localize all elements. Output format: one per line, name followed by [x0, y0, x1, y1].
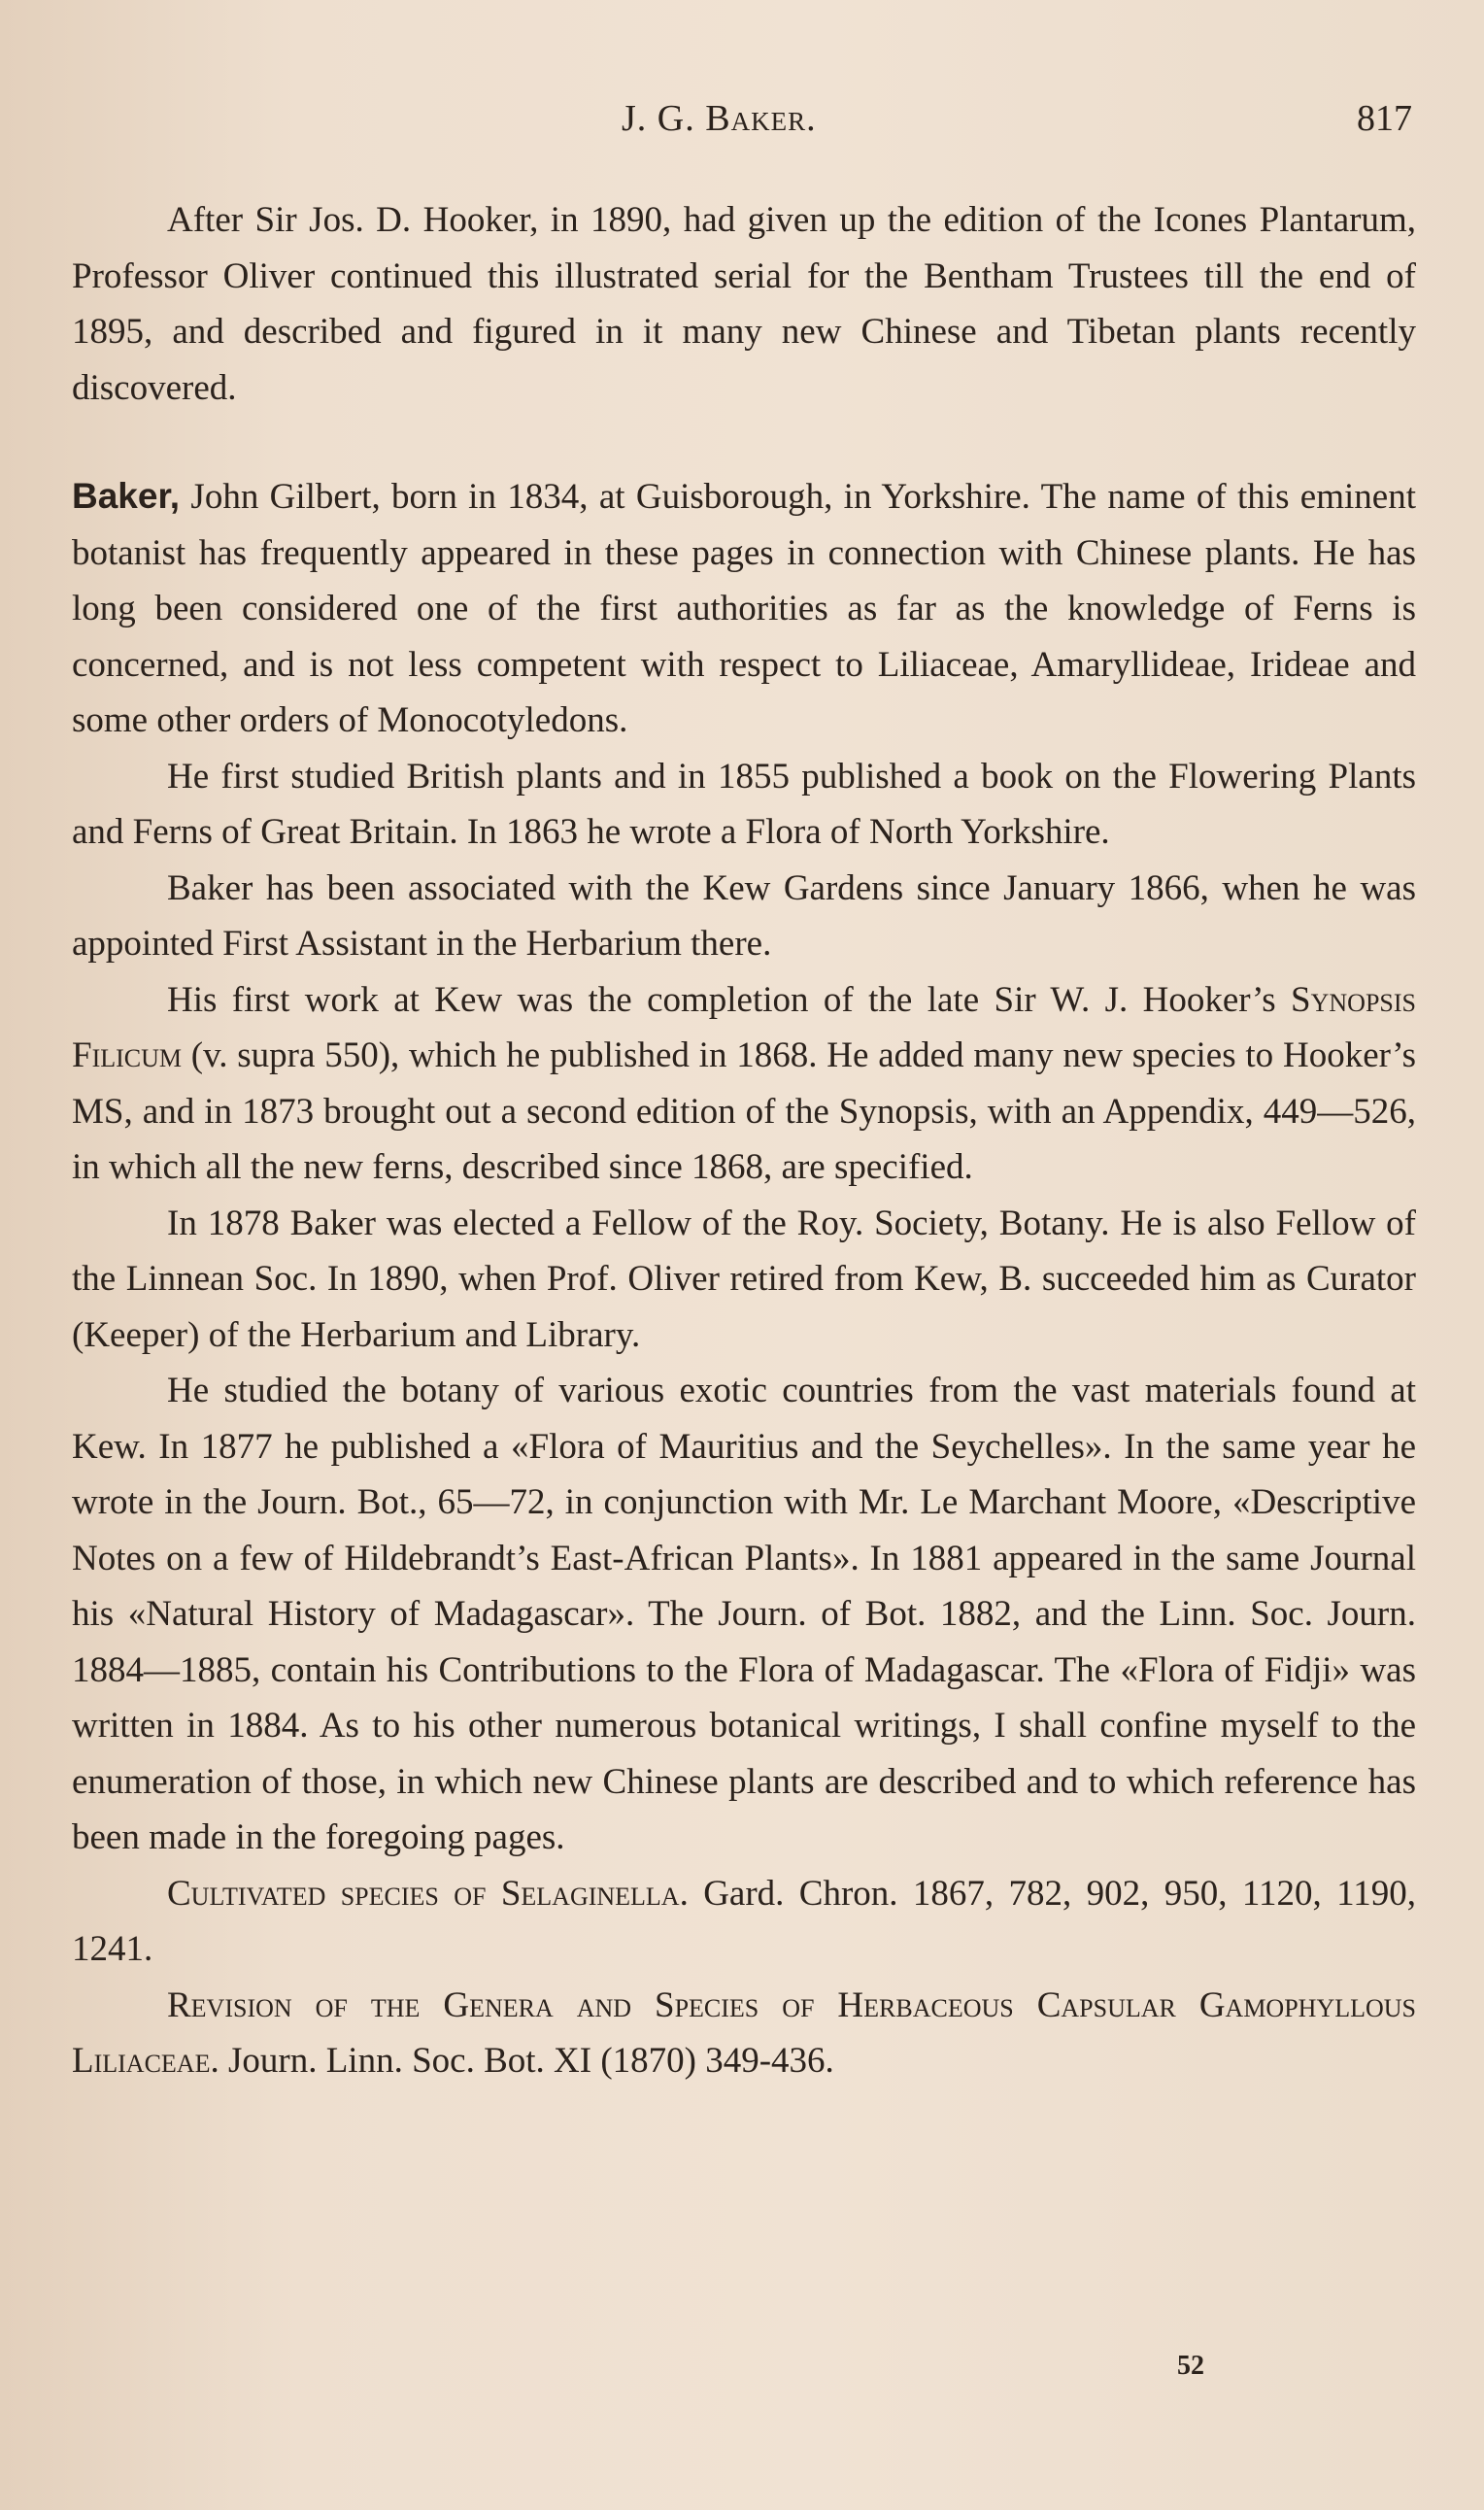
- work-citation: Journ. Linn. Soc. Bot. XI (1870) 349-436.: [219, 2041, 834, 2081]
- signature-mark: 52: [1177, 2351, 1204, 2381]
- work-title: Revision of the Genera and Species of Herbaceous Capsular Gamophyllous Liliaceae.: [72, 1984, 1416, 2081]
- kew-paragraph: Baker has been associated with the Kew Gardens since January 1866, when he was appointed First Assistant in the Herbarium there.: [72, 867, 1416, 964]
- synopsis-title: Synopsis Filicum: [72, 979, 1416, 1075]
- intro-paragraph: After Sir Jos. D. Hooker, in 1890, had given up the edition of the Icones Plantarum, Professor Oliver continued this illustrated serial for the Bentham Trustees till the end of 1895, and described and figured in it many new Chinese and Tibetan plants recently discovered.: [72, 200, 1416, 408]
- synopsis-paragraph: [72, 972, 1416, 1196]
- work-entry: [72, 1866, 1416, 1978]
- synopsis-text-before: His first work at Kew was the completion of the late Sir W. J. Hooker’s: [167, 979, 1292, 1020]
- page-header: [0, 97, 1484, 155]
- entry-text: John Gilbert, born in 1834, at Guisborough, in Yorkshire. The name of this eminent botanist has frequently appeared in these pages in connection with Chinese plants. He has long been considered one of the first authorities as far as the knowledge of Ferns is concerned, and is not less competent with respect to Liliaceae, Amaryllideae, Irideae and some other orders of Monocotyledons.: [72, 477, 1416, 740]
- section-gap: [72, 416, 1416, 468]
- running-head: J. G. Baker.: [622, 98, 817, 139]
- entry-name: Baker,: [72, 476, 181, 516]
- page-number: 817: [1357, 98, 1412, 139]
- fellow-paragraph: In 1878 Baker was elected a Fellow of the Roy. Society, Botany. He is also Fellow of the Linnean Soc. In 1890, when Prof. Oliver retired from Kew, B. succeeded him as Curator (Keeper) of the Herbarium and Library.: [72, 1203, 1416, 1355]
- synopsis-text-after: (v. supra 550), which he published in 1868. He added many new species to Hooker’s MS, and in 1873 brought out a second edition of the Synopsis, with an Appendix, 449—526, in which all the new ferns, described since 1868, are specified.: [72, 1035, 1416, 1187]
- baker-entry-paragraph: [72, 468, 1416, 749]
- work-citation: Gard. Chron. 1867, 782, 902, 950, 1120, 1190, 1241.: [72, 1873, 1417, 1969]
- page-body: [72, 192, 1416, 2089]
- work-entry: [72, 1978, 1416, 2089]
- work-title: Cultivated species of Selaginella.: [167, 1873, 689, 1914]
- british-plants-paragraph: He first studied British plants and in 1855 published a book on the Flowering Plants and Ferns of Great Britain. In 1863 he wrote a Flora of North Yorkshire.: [72, 756, 1416, 852]
- exotic-paragraph: He studied the botany of various exotic countries from the vast materials found at Kew. In 1877 he published a «Flora of Mauritius and the Seychelles». In the same year he wrote in the Journ. Bot., 65—72, in conjunction with Mr. Le Marchant Moore, «Descriptive Notes on a few of Hildebrandt’s East-African Plants». In 1881 appeared in the same Journal his «Natural History of Madagascar». The Journ. of Bot. 1882, and the Linn. Soc. Journ. 1884—1885, contain his Contributions to the Flora of Madagascar. The «Flora of Fidji» was written in 1884. As to his other numerous botanical writings, I shall confine myself to the enumeration of those, in which new Chinese plants are described and to which reference has been made in the foregoing pages.: [72, 1371, 1416, 1857]
